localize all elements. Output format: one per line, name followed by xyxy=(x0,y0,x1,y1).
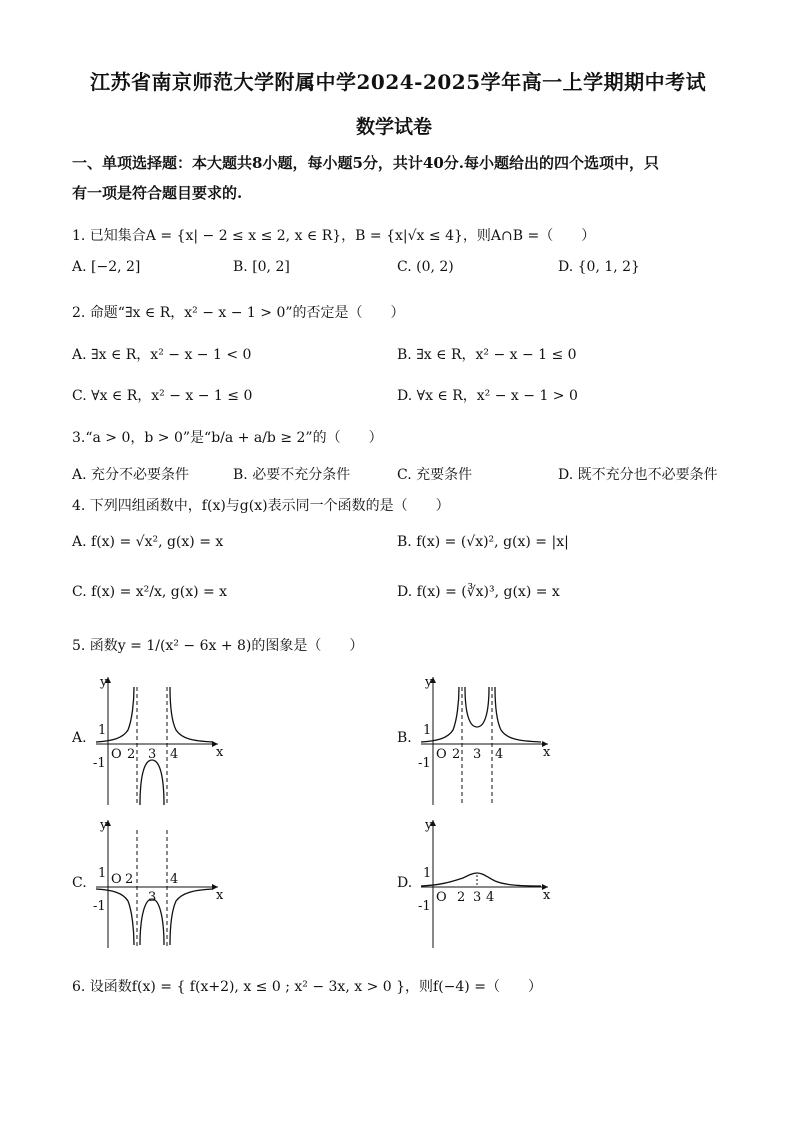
tick-3: 3 xyxy=(148,747,157,762)
section-heading-line1: 一、单项选择题：本大题共8小题，每小题5分，共计40分.每小题给出的四个选项中，只 xyxy=(72,154,659,172)
origin-label: O xyxy=(436,890,447,905)
curve-right xyxy=(495,687,541,742)
tick-2: 2 xyxy=(125,872,134,887)
tick-4: 4 xyxy=(170,872,179,887)
question-3-option-c: C. 充要条件 xyxy=(397,467,473,483)
question-4-option-a: A. f(x) = √x², g(x) = x xyxy=(72,534,224,550)
curve-middle xyxy=(140,899,164,945)
question-3-option-a: A. 充分不必要条件 xyxy=(72,467,190,483)
question-2-option-a: A. ∃x ∈ R，x² − x − 1 < 0 xyxy=(72,347,252,363)
question-2-stem: 2. 命题“∃x ∈ R，x² − x − 1 > 0”的否定是（ ） xyxy=(72,305,405,321)
question-2-option-c: C. ∀x ∈ R，x² − x − 1 ≤ 0 xyxy=(72,388,253,404)
tick-neg1: -1 xyxy=(93,756,106,771)
tick-4: 4 xyxy=(495,747,504,762)
origin-label: O xyxy=(111,747,122,762)
curve-right xyxy=(170,687,213,742)
tick-4: 4 xyxy=(170,747,179,762)
question-1-option-c: C. (0, 2) xyxy=(397,259,454,275)
question-6-stem: 6. 设函数f(x) = { f(x+2), x ≤ 0 ; x² − 3x, x > 0 }，则f(−4) =（ ） xyxy=(72,979,542,995)
question-5-option-d: D. xyxy=(397,875,413,891)
question-4-option-c: C. f(x) = x²/x, g(x) = x xyxy=(72,584,228,600)
tick-1: 1 xyxy=(423,866,432,881)
curve xyxy=(421,873,541,886)
question-3-stem: 3.“a > 0，b > 0”是“b/a + a/b ≥ 2”的（ ） xyxy=(72,430,383,446)
graph-b xyxy=(413,672,558,807)
x-label: x xyxy=(216,745,224,760)
origin-label: O xyxy=(111,872,122,887)
tick-1: 1 xyxy=(98,723,107,738)
tick-2: 2 xyxy=(127,747,136,762)
question-3-option-b: B. 必要不充分条件 xyxy=(233,467,351,483)
tick-3: 3 xyxy=(148,890,157,905)
y-label: y xyxy=(100,675,108,690)
graph-d xyxy=(413,815,558,950)
question-5-stem: 5. 函数y = 1/(x² − 6x + 8)的图象是（ ） xyxy=(72,638,364,654)
question-2-option-b: B. ∃x ∈ R，x² − x − 1 ≤ 0 xyxy=(397,347,577,363)
tick-3: 3 xyxy=(473,890,482,905)
tick-neg1: -1 xyxy=(418,899,431,914)
question-4-option-b: B. f(x) = (√x)², g(x) = |x| xyxy=(397,534,569,550)
tick-1: 1 xyxy=(98,866,107,881)
question-4-option-d: D. f(x) = (∛x)³, g(x) = x xyxy=(397,584,560,600)
x-label: x xyxy=(543,745,551,760)
x-label: x xyxy=(216,888,224,903)
tick-2: 2 xyxy=(452,747,461,762)
curve-middle xyxy=(465,687,489,727)
question-5-option-b: B. xyxy=(397,730,412,746)
question-1-option-a: A. [−2, 2] xyxy=(72,259,141,275)
question-1-stem: 1. 已知集合A = {x| − 2 ≤ x ≤ 2, x ∈ R}，B = {x|√x ≤ 4}，则A∩B =（ ） xyxy=(72,228,596,244)
curve-right xyxy=(170,889,213,945)
question-1-option-b: B. [0, 2] xyxy=(233,259,290,275)
y-label: y xyxy=(425,675,433,690)
section-heading-line2: 有一项是符合题目要求的. xyxy=(72,184,243,202)
y-label: y xyxy=(425,818,433,833)
question-2-option-d: D. ∀x ∈ R，x² − x − 1 > 0 xyxy=(397,388,578,404)
tick-neg1: -1 xyxy=(93,899,106,914)
page-subtitle: 数学试卷 xyxy=(356,116,433,138)
tick-1: 1 xyxy=(423,723,432,738)
tick-4: 4 xyxy=(486,890,495,905)
question-5-option-a: A. xyxy=(72,730,87,746)
page-title: 江苏省南京师范大学附属中学2024-2025学年高一上学期期中考试 xyxy=(90,70,707,94)
tick-3: 3 xyxy=(473,747,482,762)
curve-left xyxy=(96,889,134,945)
y-label: y xyxy=(100,818,108,833)
curve-middle xyxy=(140,760,164,805)
question-3-option-d: D. 既不充分也不必要条件 xyxy=(558,467,718,483)
question-4-stem: 4. 下列四组函数中，f(x)与g(x)表示同一个函数的是（ ） xyxy=(72,498,450,514)
origin-label: O xyxy=(436,747,447,762)
question-5-option-c: C. xyxy=(72,875,87,891)
question-1-option-d: D. {0, 1, 2} xyxy=(558,259,640,275)
tick-2: 2 xyxy=(457,890,466,905)
graph-a xyxy=(88,672,233,807)
tick-neg1: -1 xyxy=(418,756,431,771)
graph-c xyxy=(88,815,233,950)
x-label: x xyxy=(543,888,551,903)
